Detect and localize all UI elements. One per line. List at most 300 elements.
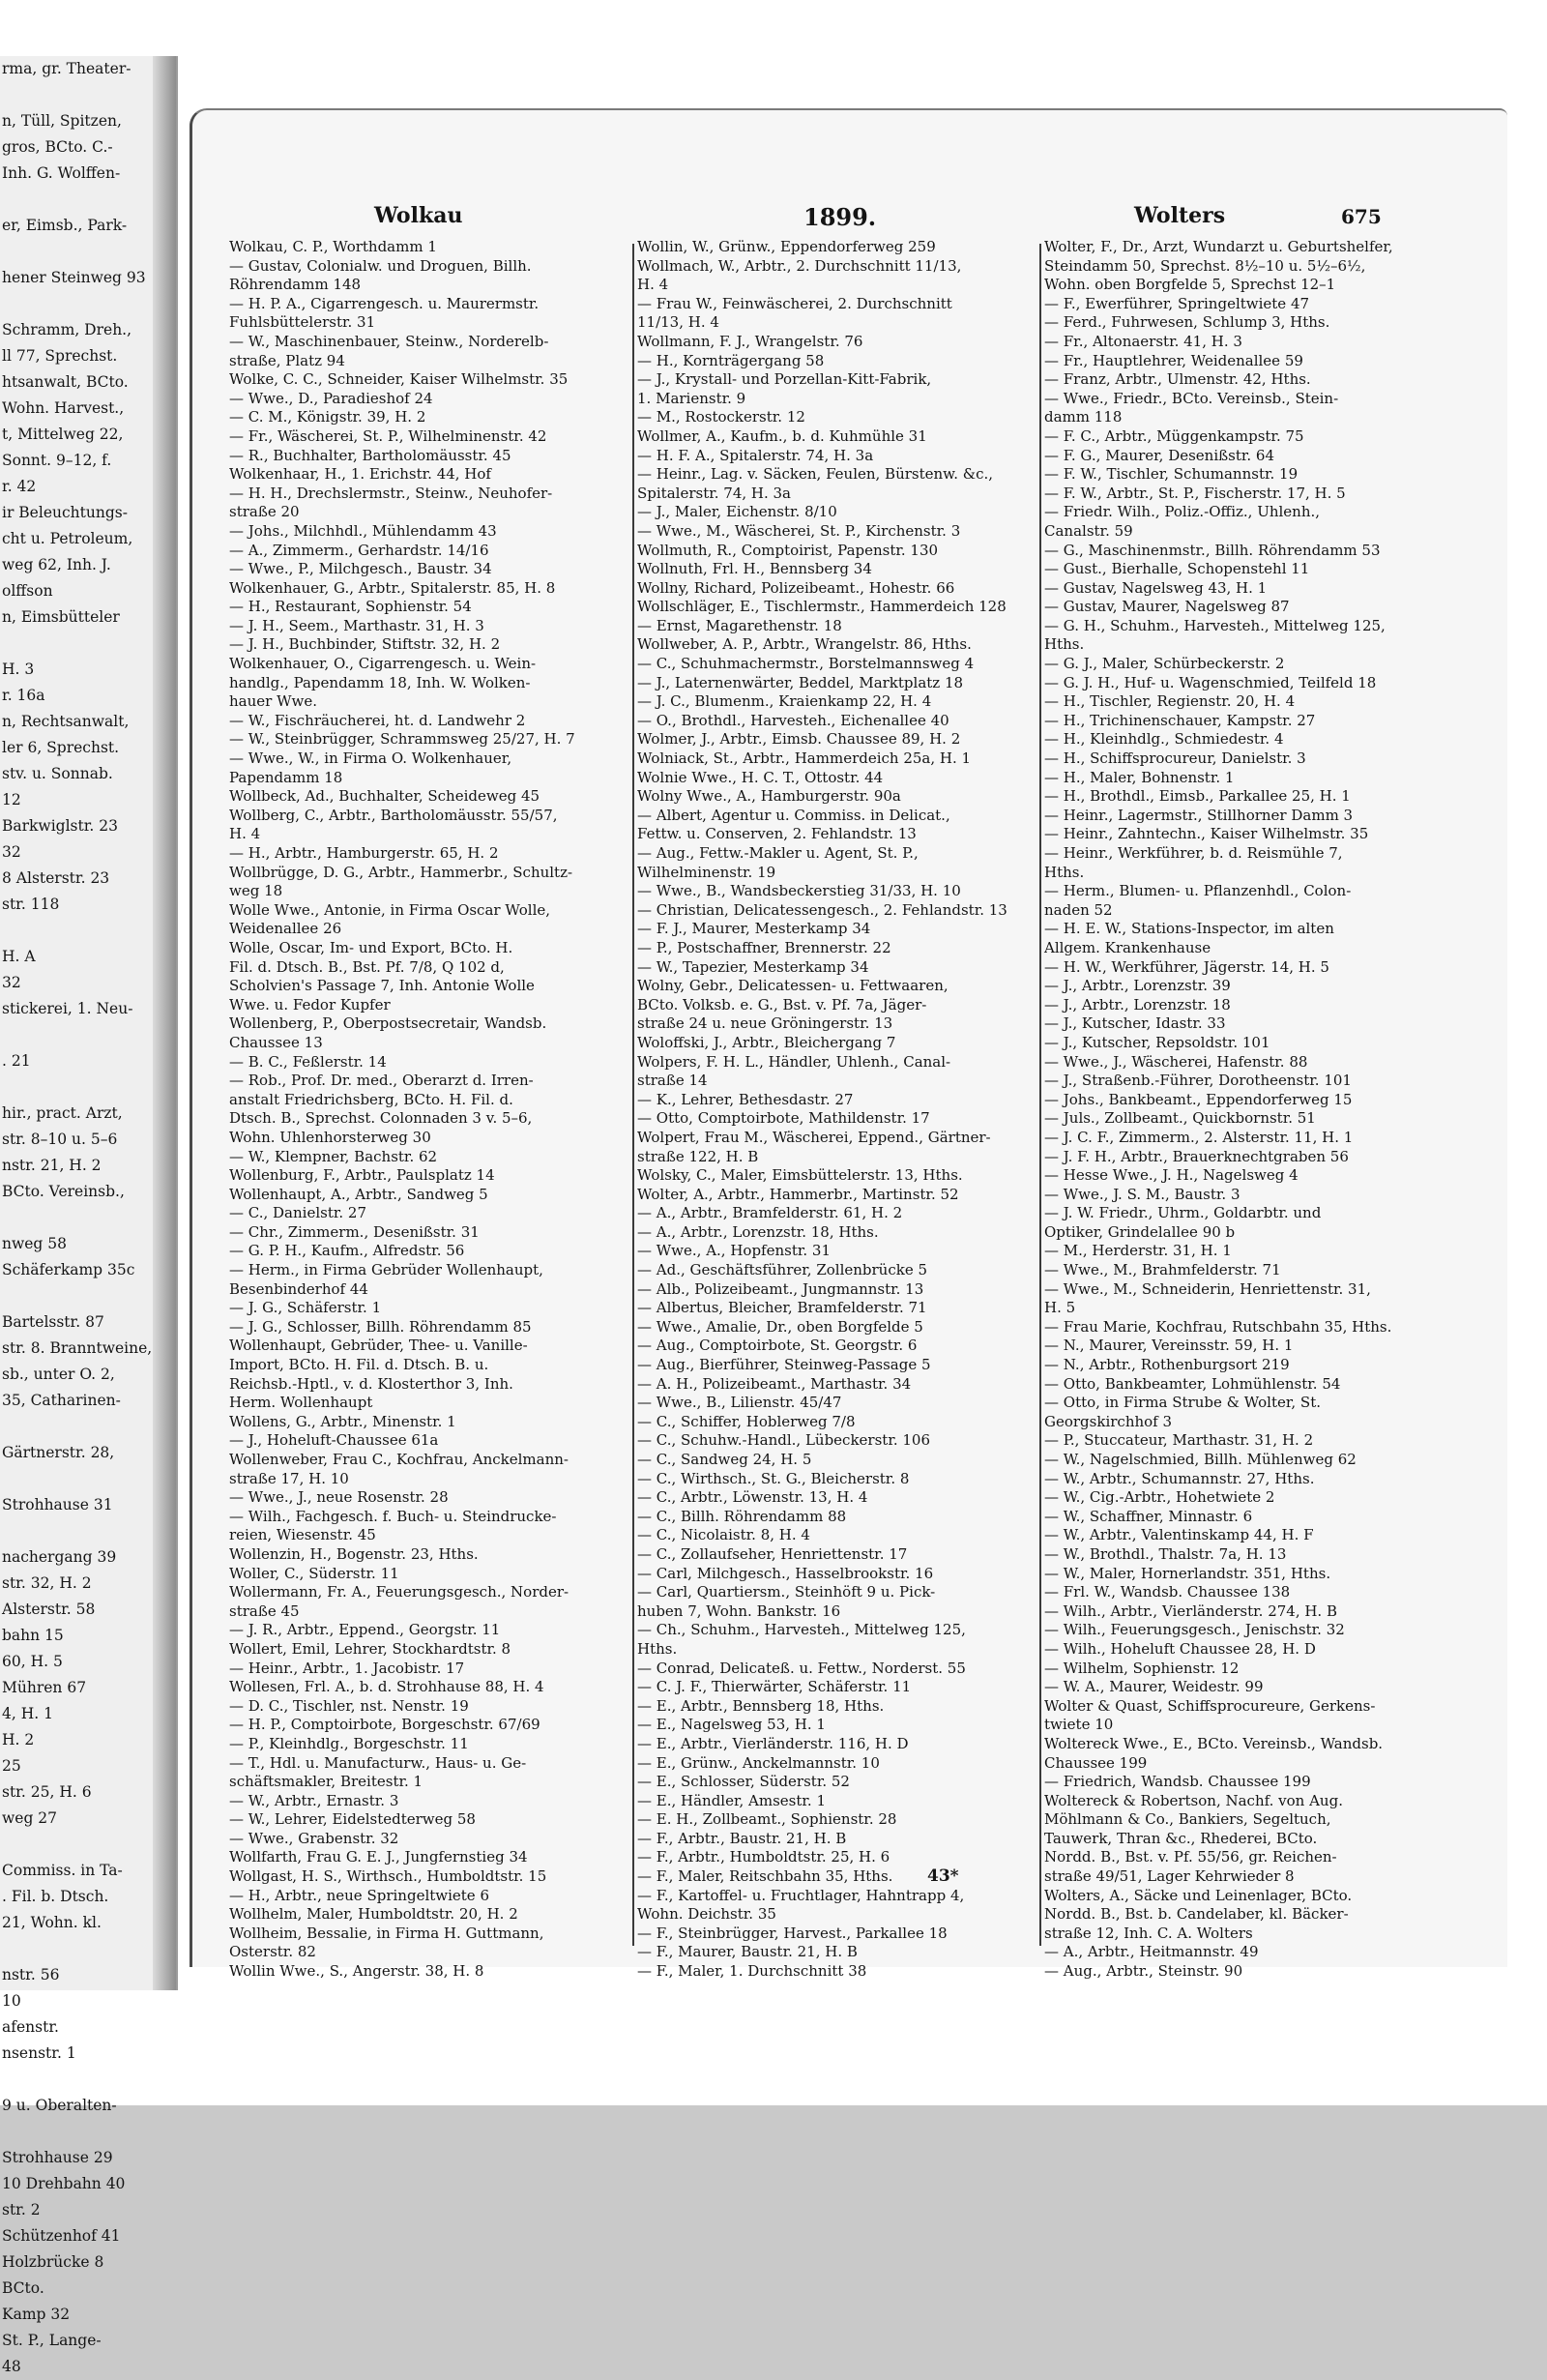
directory-entry-line: — H. P., Comptoirbote, Borgeschstr. 67/69 (229, 1716, 540, 1734)
directory-entry-line: Wollens, G., Arbtr., Minenstr. 1 (229, 1412, 456, 1430)
directory-entry-line: — F. W., Tischler, Schumannstr. 19 (1044, 465, 1299, 484)
directory-entry-line: straße 20 (229, 503, 300, 521)
directory-entry-line: — H., Kleinhdlg., Schmiedestr. 4 (1044, 730, 1284, 749)
directory-entry-line: Sonnt. 9–12, f. (2, 452, 112, 469)
directory-entry-line: Import, BCto. H. Fil. d. Dtsch. B. u. (229, 1356, 489, 1374)
directory-entry-line: Optiker, Grindelallee 90 b (1044, 1222, 1236, 1241)
directory-entry-line: — Ernst, Magarethenstr. 18 (637, 616, 842, 634)
directory-entry-line: straße 14 (637, 1072, 708, 1090)
directory-entry-line: — W., Maschinenbauer, Steinw., Norderelb- (229, 332, 549, 350)
directory-entry-line: — Wwe., J., neue Rosenstr. 28 (229, 1488, 449, 1507)
directory-entry-line: Holzbrücke 8 (2, 2253, 104, 2271)
directory-entry-line: Strohhause 29 (2, 2149, 113, 2166)
directory-entry-line: weg 18 (229, 882, 283, 900)
directory-entry-line: — W., Lehrer, Eidelstedterweg 58 (229, 1810, 476, 1829)
directory-entry-line: Weidenallee 26 (229, 920, 342, 938)
directory-entry-line: — Frl. W., Wandsb. Chaussee 138 (1044, 1583, 1291, 1601)
directory-entry-line: r. 16a (2, 687, 45, 704)
directory-entry-line: ler 6, Sprechst. (2, 739, 120, 756)
directory-entry-line: nweg 58 (2, 1235, 67, 1252)
directory-entry-line: nstr. 21, H. 2 (2, 1157, 102, 1174)
directory-entry-line: — C., Danielstr. 27 (229, 1204, 366, 1222)
directory-entry-line: 25 (2, 1757, 21, 1775)
directory-entry-line: H. 3 (2, 661, 35, 678)
directory-entry-line: — Wilh., Fachgesch. f. Buch- u. Steindrucke- (229, 1507, 557, 1525)
directory-entry-line: — H., Maler, Bohnenstr. 1 (1044, 768, 1235, 786)
directory-entry-line: huben 7, Wohn. Bankstr. 16 (637, 1601, 841, 1620)
directory-entry-line: — W., Arbtr., Valentinskamp 44, H. F (1044, 1526, 1314, 1544)
directory-entry-line: Woloffski, J., Arbtr., Bleichergang 7 (637, 1033, 896, 1051)
directory-entry-line (0, 1283, 176, 1309)
directory-entry-line: — Aug., Fettw.-Makler u. Agent, St. P., (637, 844, 919, 862)
directory-entry-line: — F., Maurer, Baustr. 21, H. B (637, 1943, 858, 1961)
directory-entry-line: 35, Catharinen- (2, 1392, 121, 1409)
directory-entry-line: — H. P. A., Cigarrengesch. u. Maurermstr. (229, 294, 540, 312)
directory-entry-line: — Wilhelm, Sophienstr. 12 (1044, 1659, 1240, 1677)
directory-entry-line: — B. C., Feßlerstr. 14 (229, 1052, 387, 1071)
directory-entry-line: Schützenhof 41 (2, 2227, 121, 2245)
directory-entry-line: handlg., Papendamm 18, Inh. W. Wolken- (229, 673, 531, 691)
directory-entry-line: — Gustav, Maurer, Nagelsweg 87 (1044, 598, 1290, 616)
directory-entry-line: — Friedr. Wilh., Poliz.-Offiz., Uhlenh., (1044, 503, 1321, 521)
directory-entry-line: Scholvien's Passage 7, Inh. Antonie Wolle (229, 977, 535, 995)
directory-entry-line: — J., Arbtr., Lorenzstr. 39 (1044, 977, 1231, 995)
directory-entry-line: — Otto, Bankbeamter, Lohmühlenstr. 54 (1044, 1374, 1341, 1393)
directory-entry-line: — W., Fischräucherei, ht. d. Landwehr 2 (229, 711, 526, 729)
directory-entry-line: Wollenhaupt, A., Arbtr., Sandweg 5 (229, 1185, 488, 1203)
directory-entry-line: str. 8–10 u. 5–6 (2, 1131, 118, 1148)
directory-entry-line: n, Rechtsanwalt, (2, 713, 130, 730)
directory-entry-line: — C., Sandweg 24, H. 5 (637, 1451, 812, 1468)
directory-entry-line: rma, gr. Theater- (2, 60, 131, 77)
directory-entry-line: — Frau W., Feinwäscherei, 2. Durchschnitt (637, 294, 952, 312)
directory-entry-line: — W., Klempner, Bachstr. 62 (229, 1147, 438, 1165)
directory-entry-line: ll 77, Sprechst. (2, 347, 118, 365)
directory-entry-line: — C., Wirthsch., St. G., Bleicherstr. 8 (637, 1469, 910, 1487)
directory-entry-line: str. 25, H. 6 (2, 1783, 92, 1801)
directory-entry-line (0, 82, 176, 108)
directory-entry-line: — C., Schuhw.-Handl., Lübeckerstr. 106 (637, 1431, 931, 1450)
directory-entry-line: — Fr., Hauptlehrer, Weidenallee 59 (1044, 351, 1303, 369)
directory-entry-line: — Wilh., Arbtr., Vierländerstr. 274, H. B (1044, 1601, 1337, 1620)
directory-entry-line: Wolpers, F. H. L., Händler, Uhlenh., Canal- (637, 1052, 951, 1071)
directory-entry-line: — Rob., Prof. Dr. med., Oberarzt d. Irren- (229, 1072, 534, 1090)
directory-entry-line: — J. G., Schlosser, Billh. Röhrendamm 85 (229, 1317, 532, 1336)
directory-entry-line: Allgem. Krankenhause (1044, 938, 1211, 956)
directory-entry-line: — E., Schlosser, Süderstr. 52 (637, 1773, 850, 1791)
directory-entry-line: — Aug., Comptoirbote, St. Georgstr. 6 (637, 1337, 918, 1355)
directory-entry-line: straße 122, H. B (637, 1147, 759, 1165)
directory-entry-line: — Wwe., Friedr., BCto. Vereinsb., Stein- (1044, 389, 1339, 407)
directory-entry-line: — F. W., Arbtr., St. P., Fischerstr. 17, H. 5 (1044, 484, 1346, 502)
directory-entry-line: — N., Arbtr., Rothenburgsort 219 (1044, 1356, 1290, 1374)
directory-entry-line: Strohhause 31 (2, 1496, 113, 1513)
directory-entry-line: Barkwiglstr. 23 (2, 817, 119, 835)
directory-entry-line: stickerei, 1. Neu- (2, 1000, 133, 1017)
directory-entry-line: — J., Straßenb.-Führer, Dorotheenstr. 101 (1044, 1072, 1352, 1090)
directory-entry-line: — Aug., Arbtr., Steinstr. 90 (1044, 1962, 1243, 1981)
directory-entry-line: — J., Maler, Eichenstr. 8/10 (637, 503, 837, 521)
directory-entry-line: — H., Brothdl., Eimsb., Parkallee 25, H. 1 (1044, 787, 1351, 806)
directory-entry-line: Wilhelminenstr. 19 (637, 863, 776, 881)
directory-entry-line: Chaussee 13 (229, 1033, 323, 1051)
directory-entry-line: Möhlmann & Co., Bankiers, Segeltuch, (1044, 1810, 1331, 1829)
directory-entry-line (0, 239, 176, 265)
directory-entry-line: — W., Brothdl., Thalstr. 7a, H. 13 (1044, 1544, 1287, 1563)
directory-entry-line: — J., Kutscher, Idastr. 33 (1044, 1014, 1226, 1033)
running-title-left: Wolkau (374, 203, 463, 228)
directory-entry-line: straße 49/51, Lager Kehrwieder 8 (1044, 1867, 1295, 1886)
directory-entry-line: — Friedrich, Wandsb. Chaussee 199 (1044, 1773, 1311, 1791)
page-number: 675 (1341, 205, 1382, 228)
directory-entry-line: — J. G., Schäferstr. 1 (229, 1299, 382, 1317)
directory-page (190, 108, 1507, 1981)
directory-entry-line: Wollbeck, Ad., Buchhalter, Scheideweg 45 (229, 787, 540, 806)
directory-entry-line: — W., Cig.-Arbtr., Hohetwiete 2 (1044, 1488, 1275, 1507)
directory-entry-line: Wohn. Uhlenhorsterweg 30 (229, 1128, 431, 1146)
directory-entry-line: Georgskirchhof 3 (1044, 1412, 1173, 1430)
directory-entry-line: straße 12, Inh. C. A. Wolters (1044, 1924, 1253, 1942)
directory-entry-line: Wollesen, Frl. A., b. d. Strohhause 88, H. 4 (229, 1678, 544, 1696)
directory-entry-line: — Wwe., M., Schneiderin, Henriettenstr. 31, (1044, 1279, 1371, 1298)
directory-entry-line: — J. H., Buchbinder, Stiftstr. 32, H. 2 (229, 635, 501, 654)
directory-entry-line: — C., Nicolaistr. 8, H. 4 (637, 1526, 810, 1544)
directory-entry-line: hener Steinweg 93 (2, 269, 146, 286)
directory-entry-line: — F., Ewerführer, Springeltwiete 47 (1044, 294, 1310, 312)
directory-entry-line: — Herm., Blumen- u. Pflanzenhdl., Colon- (1044, 882, 1352, 900)
directory-entry-line: 1. Marienstr. 9 (637, 389, 746, 407)
directory-entry-line: — Heinr., Arbtr., 1. Jacobistr. 17 (229, 1659, 465, 1677)
directory-entry-line: — Gustav, Colonialw. und Droguen, Billh. (229, 256, 532, 275)
directory-entry-line: Wollberg, C., Arbtr., Bartholomäusstr. 55/57, (229, 806, 558, 824)
directory-entry-line: Commiss. in Ta- (2, 1862, 123, 1879)
directory-entry-line: — F. J., Maurer, Mesterkamp 34 (637, 920, 871, 938)
directory-entry-line: straße 17, H. 10 (229, 1469, 349, 1487)
directory-entry-line: H. 5 (1044, 1299, 1076, 1317)
directory-column-1 (229, 238, 636, 1982)
directory-entry-line: — Gustav, Nagelsweg 43, H. 1 (1044, 578, 1268, 597)
directory-entry-line: — H. H., Drechslermstr., Steinw., Neuhofer- (229, 484, 553, 502)
directory-entry-line: — A., Arbtr., Heitmannstr. 49 (1044, 1943, 1259, 1961)
directory-entry-line: Alsterstr. 58 (2, 1601, 96, 1618)
directory-entry-line: Woltereck & Robertson, Nachf. von Aug. (1044, 1791, 1343, 1809)
directory-entry-line: Osterstr. 82 (229, 1943, 316, 1961)
directory-column-3 (1044, 238, 1466, 1982)
directory-entry-line: — E. H., Zollbeamt., Sophienstr. 28 (637, 1810, 897, 1829)
directory-entry-line: — Otto, in Firma Strube & Wolter, St. (1044, 1394, 1321, 1412)
directory-entry-line: Wollenburg, F., Arbtr., Paulsplatz 14 (229, 1166, 495, 1185)
directory-entry-line: — Wwe., B., Wandsbeckerstieg 31/33, H. 10 (637, 882, 961, 900)
directory-entry-line: — C. J. F., Thierwärter, Schäferstr. 11 (637, 1678, 912, 1696)
directory-entry-line: Wohn. Deichstr. 35 (637, 1905, 776, 1924)
directory-entry-line: — J. R., Arbtr., Eppend., Georgstr. 11 (229, 1621, 501, 1639)
directory-entry-line: — J., Kutscher, Repsoldstr. 101 (1044, 1033, 1270, 1051)
directory-entry-line: cht u. Petroleum, (2, 530, 133, 547)
directory-entry-line: Canalstr. 59 (1044, 521, 1133, 540)
directory-entry-line: Wollnuth, Frl. H., Bennsberg 34 (637, 560, 872, 578)
directory-entry-line: Wolke, C. C., Schneider, Kaiser Wilhelmstr. 35 (229, 370, 569, 389)
directory-entry-line: — J. W. Friedr., Uhrm., Goldarbtr. und (1044, 1204, 1322, 1222)
directory-entry-line: — A., Arbtr., Bramfelderstr. 61, H. 2 (637, 1204, 903, 1222)
directory-entry-line: — Carl, Milchgesch., Hasselbrookstr. 16 (637, 1564, 934, 1582)
directory-entry-line: H. 4 (637, 276, 669, 294)
directory-entry-line: — Herm., in Firma Gebrüder Wollenhaupt, (229, 1261, 543, 1279)
directory-entry-line: — J., Krystall- und Porzellan-Kitt-Fabrik, (637, 370, 932, 389)
directory-entry-line: Wollbrügge, D. G., Arbtr., Hammerbr., Schultz- (229, 863, 573, 881)
directory-entry-line: — Frau Marie, Kochfrau, Rutschbahn 35, Hths. (1044, 1317, 1392, 1336)
directory-entry-line: Wolnie Wwe., H. C. T., Ottostr. 44 (637, 768, 884, 786)
directory-entry-line: — O., Brothdl., Harvestеh., Eichenallee 40 (637, 711, 949, 729)
directory-entry-line: — F., Kartoffel- u. Fruchtlager, Hahntrapp 4, (637, 1886, 965, 1904)
directory-entry-line: — F. C., Arbtr., Müggenkampstr. 75 (1044, 426, 1304, 445)
directory-entry-line: — D. C., Tischler, nst. Nenstr. 19 (229, 1696, 469, 1715)
directory-entry-line: — W., Arbtr., Ernastr. 3 (229, 1791, 399, 1809)
directory-entry-line: Tauwerk, Thran &c., Rhederei, BCto. (1044, 1829, 1318, 1847)
directory-entry-line: — W., Schaffner, Minnastr. 6 (1044, 1507, 1253, 1525)
directory-entry-line: Wolters, A., Säcke und Leinenlager, BCto. (1044, 1886, 1353, 1904)
directory-entry-line (0, 1936, 176, 1962)
directory-entry-line (0, 187, 176, 213)
directory-entry-line: — C., Zollaufseher, Henriettenstr. 17 (637, 1544, 908, 1563)
page-year: 1899. (803, 203, 877, 231)
directory-entry-line: olffson (2, 582, 53, 600)
directory-entry-line: — G. P. H., Kaufm., Alfredstr. 56 (229, 1242, 465, 1260)
directory-entry-line (0, 1074, 176, 1101)
directory-entry-line: Spitalerstr. 74, H. 3a (637, 484, 792, 502)
directory-entry-line: reien, Wiesenstr. 45 (229, 1526, 376, 1544)
directory-entry-line: — J., Arbtr., Lorenzstr. 18 (1044, 995, 1231, 1014)
directory-entry-line: — Wilh., Feuerungsgesch., Jenischstr. 32 (1044, 1621, 1345, 1639)
directory-entry-line: — G. J., Maler, Schürbeckerstr. 2 (1044, 655, 1285, 673)
directory-entry-line: straße 24 u. neue Gröningerstr. 13 (637, 1014, 893, 1033)
directory-entry-line: Wollermann, Fr. A., Feuerungsgesch., Norder- (229, 1583, 569, 1601)
directory-entry-line: htsanwalt, BCto. (2, 373, 129, 391)
directory-entry-line: — Alb., Polizeibeamt., Jungmannstr. 13 (637, 1279, 924, 1298)
directory-entry-line: straße 45 (229, 1601, 300, 1620)
directory-entry-line: Wohn. oben Borgfelde 5, Sprechst 12–1 (1044, 276, 1336, 294)
directory-entry-line: — H., Tischler, Regienstr. 20, H. 4 (1044, 692, 1296, 711)
directory-entry-line: — Otto, Comptoirbote, Mathildenstr. 17 (637, 1109, 930, 1128)
directory-entry-line: — W., Nagelschmied, Billh. Mühlenweg 62 (1044, 1451, 1357, 1468)
directory-entry-line (0, 1205, 176, 1231)
column-divider (632, 244, 634, 1946)
directory-entry-line: hir., pract. Arzt, (2, 1104, 123, 1122)
directory-entry-line: Wollmuth, R., Comptoirist, Papenstr. 130 (637, 541, 939, 559)
directory-entry-line: Wolmer, J., Arbtr., Eimsb. Chaussee 89, H. 2 (637, 730, 961, 749)
directory-entry-line: — Albertus, Bleicher, Bramfelderstr. 71 (637, 1299, 927, 1317)
directory-entry-line: — E., Nagelsweg 53, H. 1 (637, 1716, 826, 1734)
directory-entry-line: nachergang 39 (2, 1548, 117, 1566)
directory-entry-line: Wolter, F., Dr., Arzt, Wundarzt u. Geburtshelfer, (1044, 238, 1393, 255)
directory-entry-line: — Fr., Wäscherei, St. P., Wilhelminenstr. 42 (229, 426, 547, 445)
directory-entry-line: 10 Drehbahn 40 (2, 2175, 126, 2192)
directory-entry-line: Wolsky, C., Maler, Eimsbüttelerstr. 13, Hths. (637, 1166, 963, 1185)
directory-entry-line: — Johs., Milchhdl., Mühlendamm 43 (229, 521, 497, 540)
directory-entry-line (0, 291, 176, 317)
directory-entry-line: Wollenhaupt, Gebrüder, Thee- u. Vanille- (229, 1337, 528, 1355)
directory-entry-line: — J., Hoheluft-Chaussee 61a (229, 1431, 439, 1450)
directory-entry-line: Wolkenhauer, O., Cigarrengesch. u. Wein- (229, 655, 537, 673)
directory-entry-line (0, 2067, 176, 2093)
directory-entry-line: r. 42 (2, 478, 37, 495)
directory-entry-line: BCto. Volksb. e. G., Bst. v. Pf. 7a, Jäger- (637, 995, 927, 1014)
directory-entry-line: — Wwe., W., in Firma O. Wolkenhauer, (229, 749, 512, 768)
directory-entry-line: — A. H., Polizeibeamt., Marthastr. 34 (637, 1374, 912, 1393)
directory-entry-line: — W., Steinbrügger, Schrammsweg 25/27, H. 7 (229, 730, 575, 749)
directory-entry-line: — Wwe., A., Hopfenstr. 31 (637, 1242, 832, 1260)
directory-entry-line: er, Eimsb., Park- (2, 217, 128, 234)
directory-entry-line: — M., Herderstr. 31, H. 1 (1044, 1242, 1232, 1260)
directory-entry-line: Wollny, Richard, Polizeibeamt., Hohestr. 66 (637, 578, 955, 597)
directory-entry-line: straße, Platz 94 (229, 351, 345, 369)
directory-entry-line: — W., Maler, Hornerlandstr. 351, Hths. (1044, 1564, 1331, 1582)
directory-entry-line: — H. E. W., Stations-Inspector, im alten (1044, 920, 1334, 938)
directory-entry-line: — E., Händler, Amsestr. 1 (637, 1791, 826, 1809)
directory-entry-line (0, 1022, 176, 1048)
directory-entry-line: — P., Postschaffner, Brennerstr. 22 (637, 938, 891, 956)
left-page-text (0, 56, 176, 2380)
directory-entry-line: n, Eimsbütteler (2, 608, 120, 626)
directory-entry-line: n, Tüll, Spitzen, (2, 112, 122, 130)
directory-entry-line: — W., Arbtr., Schumannstr. 27, Hths. (1044, 1469, 1315, 1487)
directory-entry-line: — Franz, Arbtr., Ulmenstr. 42, Hths. (1044, 370, 1311, 389)
directory-entry-line: 32 (2, 843, 21, 861)
directory-entry-line: 32 (2, 974, 21, 991)
directory-entry-line: — Albert, Agentur u. Commiss. in Delicat., (637, 806, 950, 824)
directory-entry-line: Fil. d. Dtsch. B., Bst. Pf. 7/8, Q 102 d, (229, 957, 505, 976)
directory-entry-line: twiete 10 (1044, 1716, 1114, 1734)
directory-entry-line: Inh. G. Wolffen- (2, 164, 121, 182)
directory-entry-line: Wollschläger, E., Tischlermstr., Hammerdeich 128 (637, 598, 1007, 616)
column-divider (1039, 244, 1041, 1946)
directory-entry-line: — Wwe., J., Wäscherei, Hafenstr. 88 (1044, 1052, 1308, 1071)
directory-entry-line: . 21 (2, 1052, 31, 1070)
directory-entry-line: Dtsch. B., Sprechst. Colonnaden 3 v. 5–6, (229, 1109, 533, 1128)
directory-entry-line: — C., Schuhmachermstr., Borstelmannsweg 4 (637, 655, 975, 673)
directory-entry-line: — Wwe., Grabenstr. 32 (229, 1829, 399, 1847)
directory-entry-line: — Ad., Geschäftsführer, Zollenbrücke 5 (637, 1261, 928, 1279)
directory-entry-line: — Chr., Zimmerm., Desenißstr. 31 (229, 1222, 480, 1241)
directory-entry-line (0, 2119, 176, 2145)
directory-entry-line: Kamp 32 (2, 2306, 71, 2323)
directory-entry-line: Wollmach, W., Arbtr., 2. Durchschnitt 11/13, (637, 256, 962, 275)
directory-entry-line: weg 62, Inh. J. (2, 556, 111, 573)
directory-entry-line: — H. W., Werkführer, Jägerstr. 14, H. 5 (1044, 957, 1329, 976)
directory-entry-line: gros, BCto. C.- (2, 138, 113, 156)
directory-entry-line: t, Mittelweg 22, (2, 426, 124, 443)
directory-entry-line: H. 2 (2, 1731, 35, 1748)
directory-entry-line: — Gust., Bierhalle, Schopenstehl 11 (1044, 560, 1310, 578)
directory-entry-line: — J. C., Blumenm., Kraienkamp 22, H. 4 (637, 692, 932, 711)
directory-entry-line: — Ch., Schuhm., Harvestеh., Mittelweg 125, (637, 1621, 966, 1639)
directory-entry-line: — Conrad, Delicateß. u. Fettw., Norderst. 55 (637, 1659, 966, 1677)
directory-entry-line: Wolny Wwe., A., Hamburgerstr. 90a (637, 787, 901, 806)
directory-entry-line: Wolny, Gebr., Delicatessen- u. Fettwaaren, (637, 977, 949, 995)
directory-entry-line: — Heinr., Lagermstr., Stillhorner Damm 3 (1044, 806, 1354, 824)
directory-entry-line (0, 918, 176, 944)
directory-entry-line: — F., Maler, Reitschbahn 35, Hths. (637, 1867, 893, 1886)
directory-entry-line: naden 52 (1044, 900, 1113, 919)
directory-entry-line: — H., Trichinenschauer, Kampstr. 27 (1044, 711, 1316, 729)
directory-entry-line: — Ferd., Fuhrwesen, Schlump 3, Hths. (1044, 313, 1330, 332)
directory-entry-line: Fettw. u. Conserven, 2. Fehlandstr. 13 (637, 825, 917, 843)
directory-entry-line: str. 8. Branntweine, (2, 1339, 153, 1357)
directory-entry-line: — F., Arbtr., Baustr. 21, H. B (637, 1829, 847, 1847)
directory-entry-line: Schramm, Dreh., (2, 321, 132, 338)
directory-entry-line: weg 27 (2, 1809, 58, 1827)
directory-entry-line: — H. F. A., Spitalerstr. 74, H. 3a (637, 446, 874, 464)
directory-entry-line: — Juls., Zollbeamt., Quickbornstr. 51 (1044, 1109, 1316, 1128)
directory-entry-line: Röhrendamm 148 (229, 276, 362, 294)
directory-entry-line: — N., Maurer, Vereinsstr. 59, H. 1 (1044, 1337, 1294, 1355)
directory-entry-line: Wolkau, C. P., Worthdamm 1 (229, 238, 437, 255)
directory-entry-line: Wollert, Emil, Lehrer, Stockhardtstr. 8 (229, 1639, 511, 1658)
directory-entry-line: — Carl, Quartiersm., Steinhöft 9 u. Pick- (637, 1583, 936, 1601)
directory-entry-line: Fuhlsbüttelerstr. 31 (229, 313, 376, 332)
directory-entry-line: Wollmann, F. J., Wrangelstr. 76 (637, 332, 863, 350)
directory-entry-line: Reichsb.-Hptl., v. d. Klosterthor 3, Inh. (229, 1374, 513, 1393)
directory-entry-line: Schäferkamp 35c (2, 1261, 135, 1278)
directory-entry-line: Wollin, W., Grünw., Eppendorferweg 259 (637, 238, 936, 255)
directory-entry-line: Wolkenhauer, G., Arbtr., Spitalerstr. 85, H. 8 (229, 578, 556, 597)
directory-entry-line: Woltereck Wwe., E., BCto. Vereinsb., Wandsb. (1044, 1734, 1384, 1752)
directory-entry-line: Gärtnerstr. 28, (2, 1444, 115, 1461)
directory-entry-line: Hths. (637, 1639, 678, 1658)
directory-entry-line: — G. J. H., Huf- u. Wagenschmied, Teilfeld 18 (1044, 673, 1377, 691)
directory-entry-line: — P., Kleinhdlg., Borgeschstr. 11 (229, 1734, 469, 1752)
directory-entry-line: — H., Restaurant, Sophienstr. 54 (229, 598, 472, 616)
directory-entry-line: Wollenzin, H., Bogenstr. 23, Hths. (229, 1544, 479, 1563)
directory-entry-line: — E., Arbtr., Vierländerstr. 116, H. D (637, 1734, 909, 1752)
directory-entry-line: Nordd. B., Bst. b. Candelaber, kl. Bäcker- (1044, 1905, 1349, 1924)
directory-entry-line: Wollmer, A., Kaufm., b. d. Kuhmühle 31 (637, 426, 927, 445)
directory-entry-line: — C. M., Königstr. 39, H. 2 (229, 408, 426, 426)
directory-entry-line: — T., Hdl. u. Manufacturw., Haus- u. Ge- (229, 1753, 527, 1772)
directory-entry-line: BCto. Vereinsb., (2, 1183, 125, 1200)
directory-entry-line: Wollhelm, Maler, Humboldtstr. 20, H. 2 (229, 1905, 518, 1924)
directory-entry-line: hauer Wwe. (229, 692, 317, 711)
directory-entry-line: 60, H. 5 (2, 1653, 63, 1670)
directory-entry-line: Wolle Wwe., Antonie, in Firma Oscar Wolle, (229, 900, 551, 919)
directory-entry-line: Woller, C., Süderstr. 11 (229, 1564, 399, 1582)
directory-entry-line: — R., Buchhalter, Bartholomäusstr. 45 (229, 446, 511, 464)
directory-entry-line: — Aug., Bierführer, Steinweg-Passage 5 (637, 1356, 931, 1374)
directory-entry-line: H. A (2, 948, 36, 965)
directory-entry-line: 48 (2, 2358, 21, 2375)
directory-entry-line: — Heinr., Lag. v. Säcken, Feulen, Bürstenw. &c., (637, 465, 994, 484)
directory-entry-line: Besenbinderhof 44 (229, 1279, 368, 1298)
directory-entry-line: — Wwe., M., Brahmfelderstr. 71 (1044, 1261, 1281, 1279)
directory-entry-line: BCto. (2, 2279, 44, 2297)
directory-entry-line: str. 2 (2, 2201, 41, 2218)
directory-entry-line: H. 4 (229, 825, 261, 843)
directory-entry-line: Wolter & Quast, Schiffsprocureure, Gerkens- (1044, 1696, 1376, 1715)
directory-entry-line: — Hesse Wwe., J. H., Nagelsweg 4 (1044, 1166, 1299, 1185)
directory-entry-line: St. P., Lange- (2, 2332, 102, 2349)
directory-entry-line: ir Beleuchtungs- (2, 504, 128, 521)
directory-entry-line: nsenstr. 1 (2, 2044, 76, 2062)
directory-entry-line: Wolpert, Frau M., Wäscherei, Eppend., Gärtner- (637, 1128, 991, 1146)
directory-entry-line: . Fil. b. Dtsch. (2, 1888, 109, 1905)
directory-entry-line: 12 (2, 791, 21, 808)
directory-entry-line: Wolniack, St., Arbtr., Hammerdeich 25a, H. 1 (637, 749, 972, 768)
directory-entry-line: Mühren 67 (2, 1679, 87, 1696)
directory-entry-line: — Wwe., B., Lilienstr. 45/47 (637, 1394, 842, 1412)
directory-entry-line: — H., Arbtr., Hamburgerstr. 65, H. 2 (229, 844, 499, 862)
directory-entry-line: — Heinr., Zahntechn., Kaiser Wilhelmstr. 35 (1044, 825, 1369, 843)
directory-entry-line: — Wilh., Hoheluft Chaussee 28, H. D (1044, 1639, 1316, 1658)
directory-entry-line: Wollheim, Bessalie, in Firma H. Guttmann, (229, 1924, 544, 1942)
